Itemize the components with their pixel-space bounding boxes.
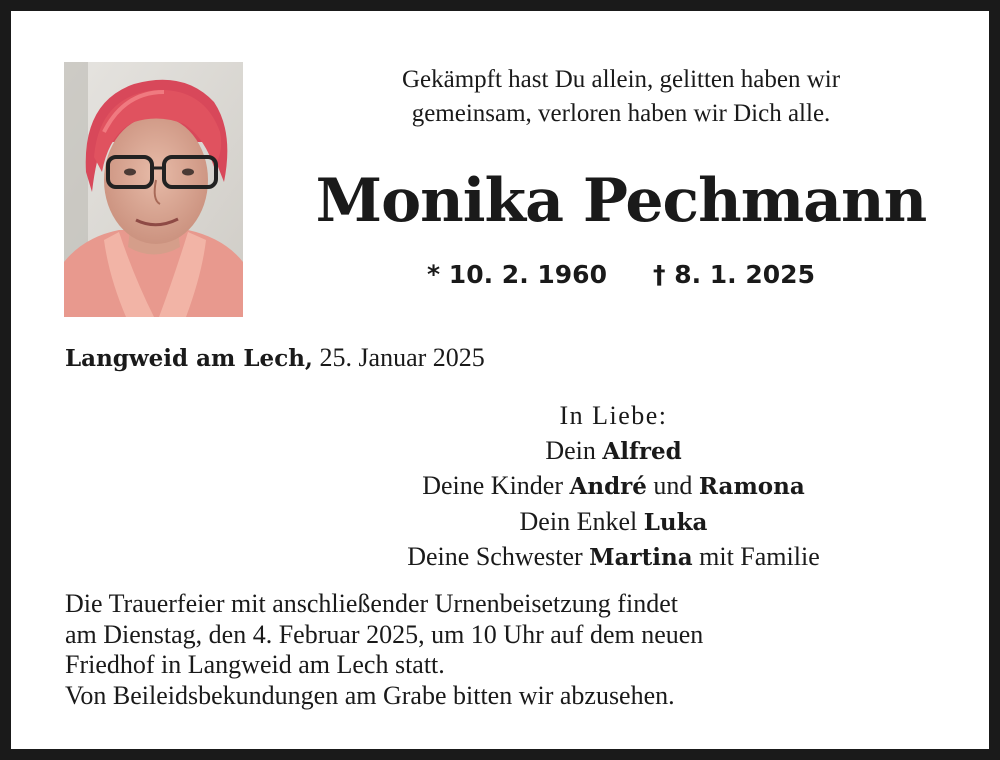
- portrait-illustration: [64, 62, 243, 317]
- mourner-name: Luka: [643, 508, 708, 536]
- mourner-line: [271, 434, 956, 470]
- portrait-photo: [64, 62, 243, 317]
- life-dates: [271, 257, 971, 293]
- mourner-line: [271, 540, 956, 576]
- notice-line: Die Trauerfeier mit anschließender Urnenbeisetzung findet: [65, 589, 678, 618]
- mourner-line: [271, 505, 956, 541]
- funeral-notice: [65, 589, 965, 711]
- notice-line: Friedhof in Langweid am Lech statt.: [65, 650, 445, 679]
- place-and-date: [65, 341, 485, 376]
- mourners-list: [271, 399, 956, 576]
- notice-line: Von Beileidsbekundungen am Grabe bitten wir abzusehen.: [65, 680, 675, 710]
- mourner-name: Ramona: [698, 473, 805, 500]
- mourner-name: Alfred: [602, 437, 682, 465]
- death-date: † 8. 1. 2025: [652, 260, 815, 289]
- notice-date: 25. Januar 2025: [319, 343, 485, 372]
- mourner-conjunction: und: [646, 471, 699, 500]
- quote-line-1: Gekämpft hast Du allein, gelitten haben wir: [401, 66, 841, 93]
- notice-line: am Dienstag, den 4. Februar 2025, um 10 Uhr auf dem neuen: [65, 619, 704, 649]
- deceased-name: Monika Pechmann: [315, 166, 927, 236]
- mourner-line: [271, 469, 956, 505]
- mourner-name: Martina: [589, 544, 693, 571]
- quote-line-2: gemeinsam, verloren haben wir Dich alle.: [411, 100, 831, 127]
- memorial-quote: [271, 63, 971, 131]
- mourner-relation: Dein Enkel: [519, 506, 644, 536]
- birth-date: * 10. 2. 1960: [427, 260, 607, 289]
- mourner-suffix: mit Familie: [692, 542, 820, 571]
- mourner-name: André: [569, 473, 647, 500]
- mourner-relation: Deine Kinder: [422, 471, 570, 500]
- mourners-intro: In Liebe:: [559, 401, 668, 430]
- mourner-relation: Dein: [545, 435, 603, 465]
- place-name: Langweid am Lech,: [65, 345, 313, 372]
- mourner-relation: Deine Schwester: [407, 542, 590, 571]
